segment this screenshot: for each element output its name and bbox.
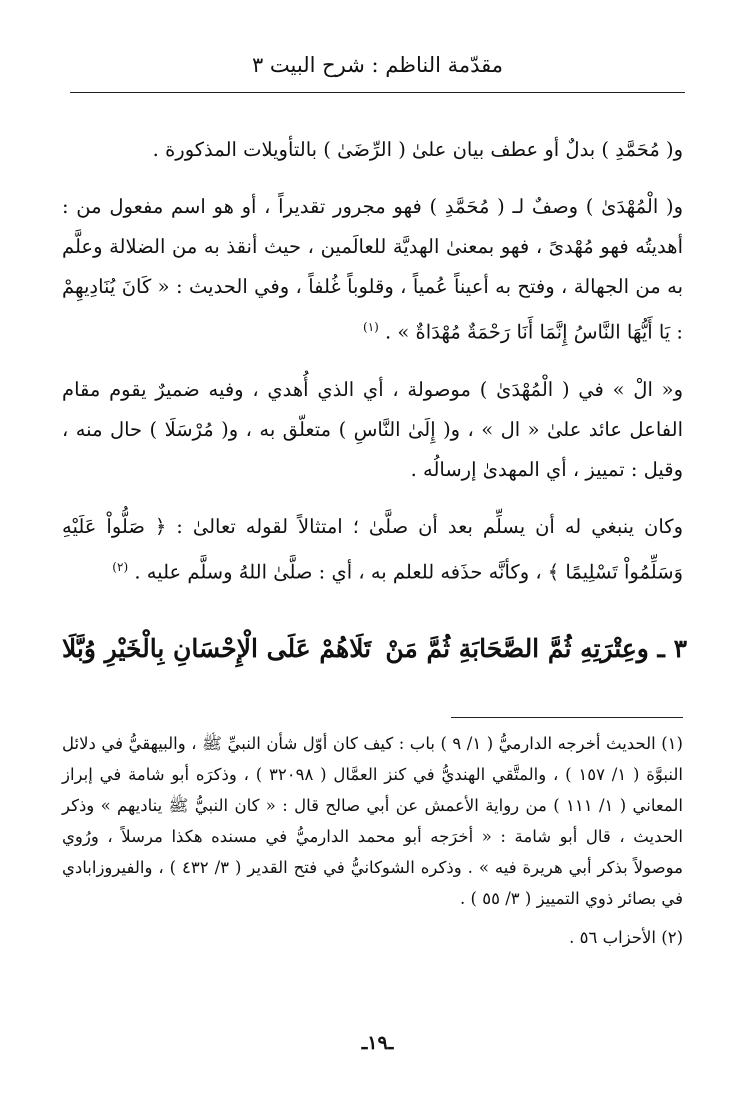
footnote-1: (١) الحديث أخرجه الدارميُّ ( ١/ ٩ ) باب : كيف كان أوّل شأن النبيِّ ﷺ ، والبيهقيُّ في دلائل النبوَّة ( ١/ ١٥٧ ) ، والمتَّقي الهنديُّ في كنز العمَّال ( ٣٢٠٩٨ ) ، وذكرَه أبو شامة في إبراز المعاني ( ١/ ١١١ ) من رواية الأعمش عن أبي صالح قال : « كان النبيُّ ﷺ يناديهم » وذكر الحديث ، قال أبو شامة : « أخرَجه أبو محمد الدارميُّ في مسنده هكذا مرسلاً ، ورُوي موصولاً بذكر أبي هريرة فيه » . وذكره الشوكانيُّ في فتح القدير ( ٣/ ٤٣٢ ) ، والفيروزابادي في بصائر ذوي التمييز ( ٣/ ٥٥ ) .: [62, 734, 683, 908]
footnotes: [62, 728, 683, 961]
paragraph-1: [62, 130, 683, 170]
footnote-ref-2[interactable]: (٢): [112, 559, 129, 574]
paragraph-4-text: وكان ينبغي له أن يسلِّم بعد أن صلَّىٰ ؛ امتثالاً لقوله تعالىٰ : ﴿ صَلُّواْ عَلَيْهِ وَسَلِّمُواْ تَسْلِيمًا ﴾ ، وكأنَّه حذَفه للعلم به ، أي : صلَّىٰ اللهُ وسلَّم عليه .: [62, 514, 683, 583]
footnote-separator: [451, 717, 683, 718]
paragraph-1-text: و( مُحَمَّدِ ) بدلٌ أو عطف بيان علىٰ ( الرِّضَىٰ ) بالتأويلات المذكورة .: [152, 138, 683, 161]
paragraph-4: [62, 507, 683, 593]
verse-first-hemistich: ٣ ـ وعِتْرَتِهِ ثُمَّ الصَّحَابَةِ ثُمَّ مَنْ: [385, 633, 687, 663]
poem-verse: [62, 622, 687, 674]
running-header: [70, 44, 685, 86]
main-text: [62, 130, 683, 609]
footnote-ref-1[interactable]: (١): [363, 320, 379, 334]
header-rule: [70, 92, 685, 93]
paragraph-3-text: و« الْ » في ( الْمُهْدَىٰ ) موصولة ، أي الذي أُهدي ، وفيه ضميرٌ يقوم مقام الفاعل عائد علىٰ « ال » ، و( إِلَىٰ النَّاسِ ) متعلّق به ، و( مُرْسَلَا ) حال منه ، وقيل : تمييز ، أي المهدىٰ إرسالُه .: [62, 377, 683, 481]
paragraph-2-text: و( الْمُهْدَىٰ ) وصفٌ لـ ( مُحَمَّدِ ) فهو مجرور تقديراً ، أو هو اسم مفعول من : أهديتُه فهو مُهْدىً ، فهو بمعنىٰ الهديَّة للعالَمين ، حيث أنقذ به من الضلالة وعلَّم به من الجهالة ، وفتح به أعيناً عُمياً ، وقلوباً غُلفاً ، وفي الحديث : « كَانَ يُنَادِيهِمْ : يَا أَيُّهَا النَّاسُ إِنَّمَا أَنَا رَحْمَةٌ مُهْدَاةٌ » .: [62, 195, 683, 344]
paragraph-2: [62, 187, 683, 353]
header-title: مقدّمة الناظم : شرح البيت ٣: [251, 53, 504, 77]
paragraph-3: [62, 370, 683, 490]
footnote-2: (٢) الأحزاب ٥٦ .: [569, 928, 683, 947]
page-number: ـ١٩ـ: [361, 1032, 394, 1054]
verse-second-hemistich: تَلَاهُمْ عَلَى الْإِحْسَانِ بِالْخَيْرِ وُبَّلَا: [62, 633, 372, 663]
